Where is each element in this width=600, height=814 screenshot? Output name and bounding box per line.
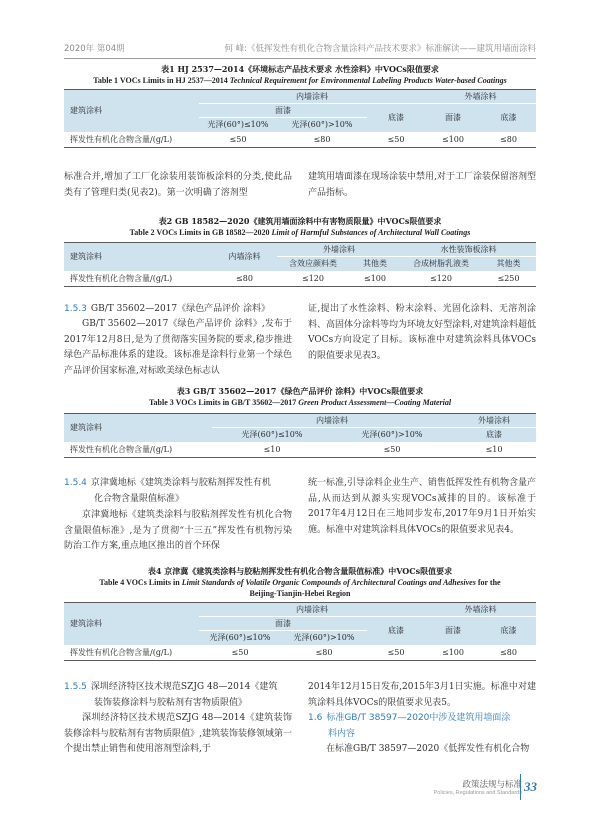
- section-title: GB/T 35602—2017《绿色产品评价 涂料》: [90, 304, 271, 314]
- table3-row-label: 挥发性有机化合物含量/(g/L): [64, 442, 212, 458]
- table1-gloss-high: 光泽(60°)>10%: [277, 118, 367, 132]
- table4-cell: ≤50: [199, 645, 281, 661]
- section-title-line1: 标准GB/T 38597—2020中涉及建筑用墙面涂: [326, 713, 511, 723]
- block3-right-text: 统一标准,引导涂料企业生产、销售低挥发性有机物含量产品,从而达到从源头实现VOCs减排的目的。该标准于2017年4月12日在三地同步发布,2017年9月1日开始实施。标准中对建筑涂料具体VOCs的限值要求见表4。: [308, 478, 536, 535]
- table3-gloss-high: 光泽(60°)>10%: [332, 428, 452, 442]
- table1-primer-header: 底漆: [367, 104, 425, 132]
- section-1-6-heading: [308, 711, 536, 742]
- table4-topcoat-header: 面漆: [199, 617, 367, 631]
- section-title-line2: 装饰装修涂料与胶粘剂有害物质限值》: [94, 697, 248, 708]
- table1-exterior-header: 外墙涂料: [425, 90, 536, 104]
- table4-cell: ≤100: [425, 645, 481, 661]
- table4-cell: ≤50: [367, 645, 425, 661]
- table3: [64, 413, 536, 458]
- table4-row-label: 挥发性有机化合物含量/(g/L): [64, 645, 199, 661]
- block4-right-text: 2014年12月15日发布,2015年3月1日实施。标准中对建筑涂料具体VOCs的限值要求见表5。: [308, 682, 536, 708]
- table1-cell: ≤100: [425, 132, 481, 148]
- section-title-line2: 化合物含量限值标准》: [94, 493, 185, 504]
- table4-primer-header: 底漆: [367, 617, 425, 645]
- table1-gloss-low: 光泽(60°)≤10%: [199, 118, 277, 132]
- table1-caption-cn: 表1 HJ 2537—2014《环境标志产品技术要求 水性涂料》中VOCs限值要求: [161, 64, 439, 74]
- table1-cell: ≤50: [367, 132, 425, 148]
- table3-gloss-low: 光泽(60°)≤10%: [212, 428, 332, 442]
- table4-corner: 建筑涂料: [64, 603, 199, 645]
- table2-ext-other-header: 其他类: [349, 257, 401, 271]
- header-rule: [64, 58, 536, 59]
- table3-caption-en: Table 3 VOCs Limits in GB/T 35602—2017 Green Product Assessment—Coating Material: [148, 398, 452, 407]
- table4-exterior-header: 外墙涂料: [425, 603, 536, 617]
- section-title-line1: 深圳经济特区技术规范SZJG 48—2014《建筑: [90, 682, 278, 692]
- article-running-title: 何 峰:《低挥发性有机化合物含量涂料产品技术要求》标准解读——建筑用墙面涂料: [224, 44, 536, 54]
- table2-cell: ≤120: [401, 271, 481, 287]
- table2-cell: ≤80: [212, 271, 277, 287]
- table1-caption-en: Table 1 VOCs Limits in HJ 2537—2014 Technical Requirement for Environmental Labeling Products Water-based Coatings: [93, 76, 507, 85]
- table3-corner: 建筑涂料: [64, 414, 212, 442]
- block2-right-text: 证,提出了水性涂料、粉末涂料、光固化涂料、无溶剂涂料、高固体分涂料等均为环境友好型涂料,对建筑涂料超低VOCs方向设定了目标。该标准中对建筑涂料具体VOCs的限值要求见表3。: [308, 304, 536, 361]
- table1-topcoat-header: 面漆: [199, 104, 367, 118]
- table2-caption-cn: 表2 GB 18582—2020《建筑用墙面涂料中有害物质限量》中VOCs限值要求: [158, 216, 442, 226]
- table4-gloss-low: 光泽(60°)≤10%: [199, 631, 281, 645]
- section-number: 1.5.5: [64, 682, 87, 692]
- block4-left-text: 深圳经济特区技术规范SZJG 48—2014《建筑装饰装修涂料与胶粘剂有害物质限值》,建筑装饰装修领域第一个提出禁止销售和使用溶剂型涂料,于: [64, 713, 292, 754]
- table2-cell: ≤120: [277, 271, 349, 287]
- table3-caption-cn: 表3 GB/T 35602—2017《绿色产品评价 涂料》中VOCs限值要求: [176, 386, 424, 396]
- table1-caption: [64, 64, 536, 86]
- table1-cell: ≤80: [481, 132, 536, 148]
- table4-cell: ≤80: [281, 645, 367, 661]
- table2-cell: ≤100: [349, 271, 401, 287]
- table3-cell: ≤50: [332, 442, 452, 458]
- page-number: 33: [520, 774, 538, 800]
- table2-board-resin-header: 合成树脂乳液类: [401, 257, 481, 271]
- table1-ext-topcoat-header: 面漆: [425, 104, 481, 132]
- table4-ext-topcoat-header: 面漆: [425, 617, 481, 645]
- table3-primer-header: 底漆: [452, 428, 536, 442]
- table3-cell: ≤10: [452, 442, 536, 458]
- running-head: [64, 42, 536, 56]
- table3-caption: [64, 386, 536, 408]
- table4-caption-cn: 表4 京津冀《建筑类涂料与胶粘剂挥发性有机化合物含量限值标准》中VOCs限值要求: [147, 566, 453, 576]
- table1: [64, 89, 536, 148]
- table2-caption: [64, 216, 536, 238]
- table3-exterior-header: 外墙涂料: [452, 414, 536, 428]
- section-title-line1: 京津冀地标《建筑类涂料与胶粘剂挥发性有机: [90, 478, 271, 488]
- table2-cell: ≤250: [481, 271, 536, 287]
- table2: [64, 242, 536, 287]
- table2-exterior-header: 外墙涂料: [277, 243, 401, 257]
- journal-issue: 2020年 第04期: [64, 44, 125, 54]
- table2-board-header: 水性装饰板涂料: [401, 243, 536, 257]
- table1-corner: 建筑涂料: [64, 90, 199, 132]
- block4-right-text-2: 在标准GB/T 38597—2020《低挥发性有机化合物: [326, 744, 530, 754]
- section-title-line2: 料内容: [328, 728, 356, 739]
- block2-left-text: GB/T 35602—2017《绿色产品评价 涂料》,发布于2017年12月8日,是为了贯彻落实国务院的要求,稳步推进绿色产品标准体系的建设。该标准是涂料行业第一个绿色产品评价国家标准,对标欧美绿色标志认: [64, 319, 292, 376]
- section-number: 1.6: [308, 713, 323, 723]
- table1-row-label: 挥发性有机化合物含量/(g/L): [64, 132, 199, 148]
- table2-caption-en: Table 2 VOCs Limits in GB 18582—2020 Limit of Harmful Substances of Architectural Wall Coatings: [129, 228, 471, 237]
- table3-interior-header: 内墙涂料: [212, 414, 452, 428]
- footer-section-subtitle: Policies, Regulations and Standards: [433, 790, 522, 796]
- section-number: 1.5.4: [64, 478, 87, 488]
- section-1-5-4-heading: [64, 476, 292, 507]
- table4-cell: ≤80: [481, 645, 536, 661]
- table2-ext-effect-header: 含效应颜料类: [277, 257, 349, 271]
- block3-left-text: 京津冀地标《建筑类涂料与胶粘剂挥发性有机化合物含量限值标准》,是为了贯彻“十三五”挥发性有机物污染防治工作方案,重点地区推出的首个环保: [64, 510, 292, 551]
- table4-caption-en-line2: Beijing-Tianjin-Hebei Region: [249, 589, 351, 598]
- table3-cell: ≤10: [212, 442, 332, 458]
- block1-left-text: 标准合并,增加了工厂化涂装用装饰板涂料的分类,使此品类有了管理归类(见表2)。第一次明确了溶剂型: [64, 172, 292, 198]
- section-1-5-5-heading: [64, 680, 292, 711]
- table2-board-other-header: 其他类: [481, 257, 536, 271]
- table1-cell: ≤80: [277, 132, 367, 148]
- table4-interior-header: 内墙涂料: [199, 603, 425, 617]
- table4-caption: [64, 566, 536, 599]
- section-number: 1.5.3: [64, 304, 87, 314]
- table1-interior-header: 内墙涂料: [199, 90, 425, 104]
- table2-interior-header: 内墙涂料: [212, 243, 277, 271]
- block1-right-text: 建筑用墙面漆在现场涂装中禁用,对于工厂涂装保留溶剂型产品指标。: [308, 172, 536, 198]
- table4-gloss-high: 光泽(60°)>10%: [281, 631, 367, 645]
- table2-corner: 建筑涂料: [64, 243, 212, 271]
- table4-caption-en: Table 4 VOCs Limits in Limit Standards of Volatile Organic Compounds of Architectural Coatings and Adhesives for the: [99, 578, 501, 587]
- table4: [64, 602, 536, 661]
- section-1-5-3-heading: [64, 302, 292, 318]
- table4-ext-primer-header: 底漆: [481, 617, 536, 645]
- table1-cell: ≤50: [199, 132, 277, 148]
- table1-ext-primer-header: 底漆: [481, 104, 536, 132]
- table2-row-label: 挥发性有机化合物含量/(g/L): [64, 271, 212, 287]
- footer-section-title: 政策法规与标准: [462, 780, 522, 790]
